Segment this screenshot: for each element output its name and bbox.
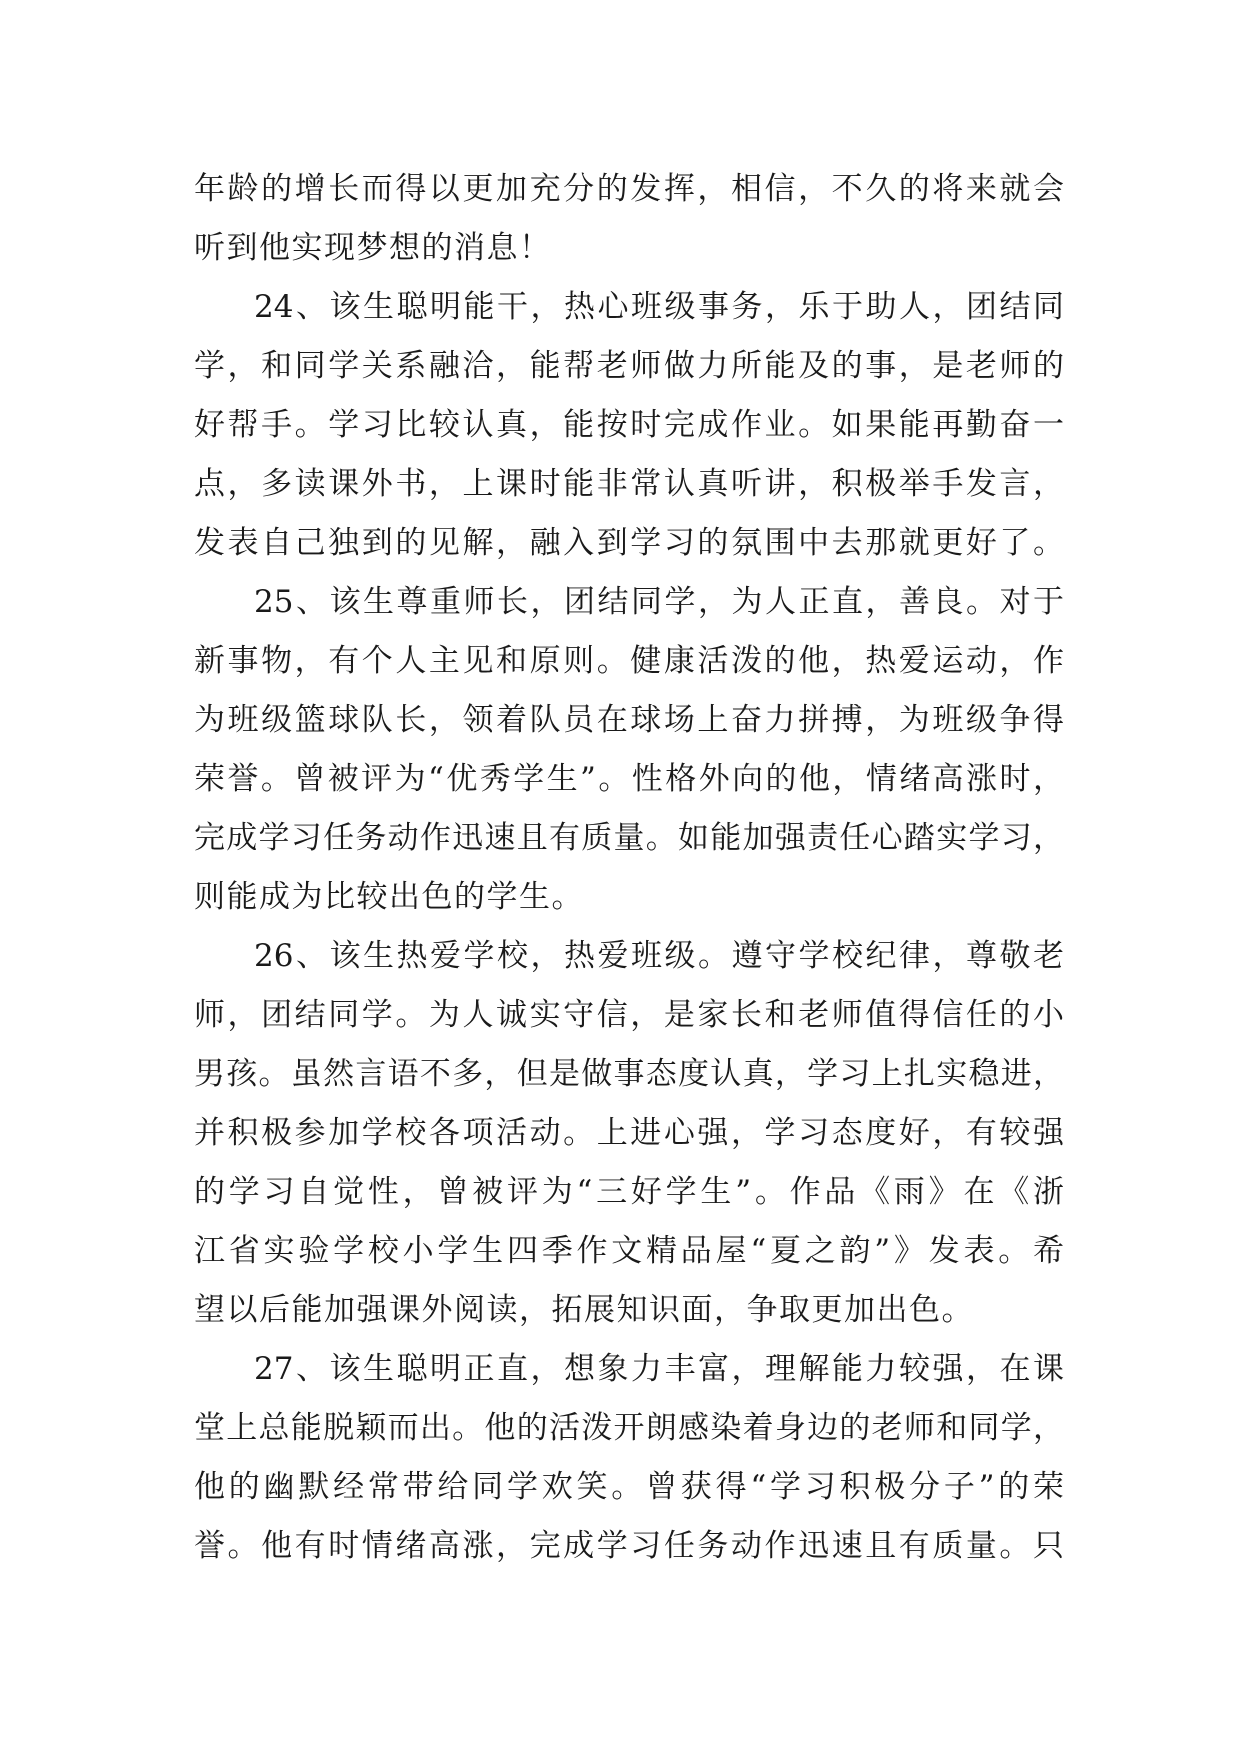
text-line: 男孩。虽然言语不多，但是做事态度认真，学习上扎实稳进， — [194, 1056, 1064, 1092]
text-line: 荣誉。曾被评为“优秀学生”。性格外向的他，情绪高涨时， — [194, 761, 1064, 797]
text-line: 望以后能加强课外阅读，拓展知识面，争取更加出色。 — [194, 1292, 974, 1328]
text-line: 好帮手。学习比较认真，能按时完成作业。如果能再勤奋一 — [194, 407, 1064, 443]
text-line: 江省实验学校小学生四季作文精品屋“夏之韵”》发表。希 — [194, 1233, 1064, 1269]
text-line: 新事物，有个人主见和原则。健康活泼的他，热爱运动，作 — [194, 643, 1064, 679]
paragraph-first-line: 27、该生聪明正直，想象力丰富，理解能力较强，在课 — [254, 1351, 1064, 1387]
paragraph-first-line: 26、该生热爱学校，热爱班级。遵守学校纪律，尊敬老 — [254, 938, 1064, 974]
text-line: 的学习自觉性，曾被评为“三好学生”。作品《雨》在《浙 — [194, 1174, 1064, 1210]
text-line: 并积极参加学校各项活动。上进心强，学习态度好，有较强 — [194, 1115, 1064, 1151]
paragraph-first-line: 25、该生尊重师长，团结同学，为人正直，善良。对于 — [254, 584, 1064, 620]
text-line: 年龄的增长而得以更加充分的发挥，相信，不久的将来就会 — [194, 171, 1064, 207]
paragraph-first-line: 24、该生聪明能干，热心班级事务，乐于助人，团结同 — [254, 289, 1064, 325]
body-text — [194, 160, 1064, 1576]
text-line: 听到他实现梦想的消息！ — [194, 230, 552, 266]
text-line: 誉。他有时情绪高涨，完成学习任务动作迅速且有质量。只 — [194, 1528, 1064, 1564]
text-line: 师，团结同学。为人诚实守信，是家长和老师值得信任的小 — [194, 997, 1064, 1033]
text-line: 为班级篮球队长，领着队员在球场上奋力拼搏，为班级争得 — [194, 702, 1064, 738]
text-line: 完成学习任务动作迅速且有质量。如能加强责任心踏实学习， — [194, 820, 1064, 856]
text-line: 他的幽默经常带给同学欢笑。曾获得“学习积极分子”的荣 — [194, 1469, 1064, 1505]
text-line: 点，多读课外书，上课时能非常认真听讲，积极举手发言， — [194, 466, 1064, 502]
text-line: 学，和同学关系融洽，能帮老师做力所能及的事，是老师的 — [194, 348, 1064, 384]
text-line: 堂上总能脱颖而出。他的活泼开朗感染着身边的老师和同学， — [194, 1410, 1064, 1446]
text-line: 则能成为比较出色的学生。 — [194, 879, 584, 915]
text-line: 发表自己独到的见解，融入到学习的氛围中去那就更好了。 — [194, 525, 1064, 561]
